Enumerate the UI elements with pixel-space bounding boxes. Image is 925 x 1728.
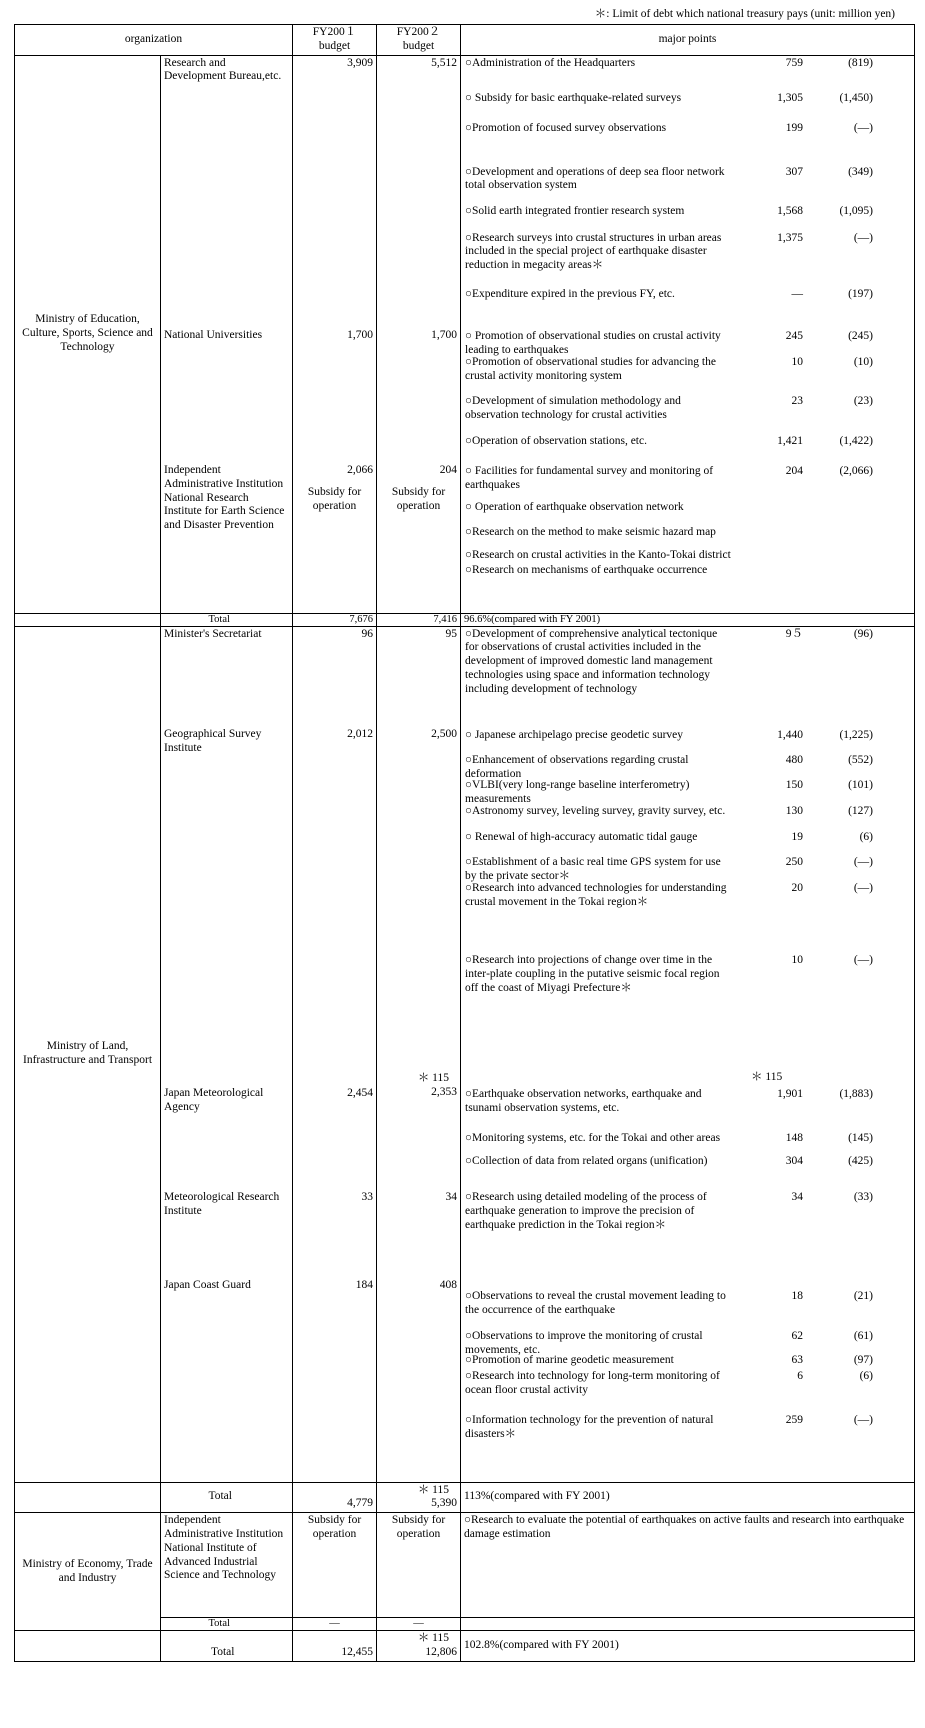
- gsi-point-8-fy2001: (—): [853, 954, 874, 967]
- jcg-points: [461, 1278, 915, 1482]
- univ-point-4-fy2002: 1,421: [777, 435, 804, 448]
- mri-fy2001: 33: [293, 1190, 377, 1278]
- gsi-point-2-fy2002: 480: [785, 754, 804, 767]
- univ-points: [461, 328, 915, 463]
- rd-point-1-text: ○Administration of the Headquarters: [465, 56, 636, 69]
- rd-point-4-fy2001: (349): [848, 165, 874, 178]
- univ-point-1-fy2002: 245: [785, 330, 804, 343]
- gsi-point-3-fy2002: 150: [785, 779, 804, 792]
- mlit-total-fy2001: 4,779: [293, 1482, 377, 1513]
- nied-point-1-text: ○ Facilities for fundamental survey and monitoring of earthquakes: [465, 465, 714, 491]
- univ-fy2001: 1,700: [293, 328, 377, 463]
- aist-point: ○Research to evaluate the potential of earthquakes on active faults and research into earthquake damage estimation: [461, 1513, 915, 1618]
- jcg-point-5-fy2002: 259: [785, 1414, 804, 1427]
- nied-fy2002: 204: [439, 464, 458, 477]
- rd-point-5-text: ○Solid earth integrated frontier research system: [465, 204, 685, 217]
- meti-total-fy2002: —: [377, 1618, 461, 1631]
- header-major-points: major points: [461, 25, 915, 56]
- gsi-point-2-text: ○Enhancement of observations regarding crustal deformation: [465, 754, 689, 780]
- jma-fy2001: 2,454: [293, 1086, 377, 1190]
- grand-total-fy2001: 12,455: [293, 1631, 377, 1662]
- jcg-point-4-fy2001: (6): [859, 1370, 874, 1383]
- rd-point-4-fy2002: 307: [785, 165, 804, 178]
- jcg-point-5-fy2001: (—): [853, 1414, 874, 1427]
- mri-fy2002: 34: [377, 1190, 461, 1278]
- gsi-point-4-text: ○Astronomy survey, leveling survey, gravity survey, etc.: [465, 805, 726, 818]
- jma-point-3-fy2002: 304: [785, 1155, 804, 1168]
- jcg-point-3-fy2002: 63: [791, 1354, 804, 1367]
- jcg-point-1-fy2002: 18: [791, 1290, 804, 1303]
- jcg-point-3-fy2001: (97): [853, 1354, 874, 1367]
- mext-total-fy2001: 7,676: [293, 613, 377, 626]
- mri-points: [461, 1190, 915, 1278]
- mext-total-fy2002: 7,416: [377, 613, 461, 626]
- nied-fy2002-cell: [377, 463, 461, 613]
- grand-total-fy2002-cell: [377, 1631, 461, 1662]
- gsi-point-7-fy2001: (—): [853, 882, 874, 895]
- rd-point-2-text: ○ Subsidy for basic earthquake-related surveys: [465, 91, 682, 104]
- sec-fy2001: 96: [293, 626, 377, 727]
- meti-total-label: Total: [179, 1618, 293, 1631]
- org-mri: Meteorological Research Institute: [161, 1190, 293, 1278]
- org-gsi: Geographical Survey Institute: [161, 727, 293, 1086]
- mlit-total-row: [15, 1482, 915, 1513]
- gsi-point-7-fy2002: 20: [791, 882, 804, 895]
- rd-point-1-fy2001: (819): [848, 56, 874, 69]
- sec-point-1-text: ○Development of comprehensive analytical tectonique for observations of crustal activities included in the development of improved domestic land management technologies using space and information technology including development of technology: [465, 627, 718, 695]
- rd-point-2-fy2002: 1,305: [777, 91, 804, 104]
- meti-total-fy2001: —: [293, 1618, 377, 1631]
- jcg-point-5-text: ○Information technology for the prevention of natural disasters＊: [465, 1414, 714, 1440]
- rd-point-6-fy2001: (—): [853, 231, 874, 244]
- nied-points: [461, 463, 915, 613]
- org-aist: Independent Administrative Institution National Institute of Advanced Industrial Science and Technology: [161, 1513, 293, 1618]
- jma-fy2002-cell: [377, 1072, 461, 1190]
- mlit-total-star: ＊ 115: [417, 1483, 450, 1496]
- nied-point-4-text: ○Research on crustal activities in the Kanto‐Tokai district: [465, 549, 731, 562]
- jcg-point-2-text: ○Observations to improve the monitoring of crustal movements, etc.: [465, 1330, 703, 1356]
- gsi-point-4-fy2001: (127): [848, 805, 874, 818]
- gsi-point-3-fy2001: (101): [848, 779, 874, 792]
- univ-point-3-fy2001: (23): [853, 395, 874, 408]
- rd-point-3-fy2002: 199: [785, 121, 804, 134]
- budget-table: [14, 24, 915, 1662]
- jma-points: [461, 1071, 915, 1190]
- mlit-sec-row: [15, 626, 915, 727]
- org-universities: National Universities: [161, 328, 293, 463]
- nied-point-3-text: ○Research on the method to make seismic hazard map: [465, 526, 716, 539]
- jcg-point-2-fy2002: 62: [791, 1330, 804, 1343]
- nied-point-1-fy2001: (2,066): [839, 465, 874, 478]
- jma-point-3-fy2001: (425): [848, 1155, 874, 1168]
- jma-fy2002-star: ＊ 115: [417, 1072, 450, 1085]
- gsi-point-6-text: ○Establishment of a basic real time GPS system for use by the private sector＊: [465, 856, 721, 882]
- jma-fy2002: 2,353: [431, 1085, 458, 1098]
- gsi-point-5-text: ○ Renewal of high‐accuracy automatic tidal gauge: [465, 831, 698, 844]
- rd-point-1-fy2002: 759: [785, 56, 804, 69]
- ministry-mext: Ministry of Education, Culture, Sports, Science and Technology: [15, 55, 161, 613]
- rd-fy2001: 3,909: [293, 55, 377, 328]
- univ-point-1-text: ○ Promotion of observational studies on crustal activity leading to earthquakes: [465, 330, 721, 356]
- rd-point-7-fy2001: (197): [848, 287, 874, 300]
- meti-row: [15, 1513, 915, 1618]
- jma-point-2-fy2002: 148: [785, 1132, 804, 1145]
- rd-fy2002: 5,512: [377, 55, 461, 328]
- mlit-total-point: 113%(compared with FY 2001): [461, 1482, 915, 1513]
- nied-fy2001-cell: [293, 463, 377, 613]
- header-fy2001: FY200１ budget: [293, 25, 377, 56]
- sec-fy2002: 95: [377, 626, 461, 727]
- gsi-point-6-fy2002: 250: [785, 856, 804, 869]
- org-jcg: Japan Coast Guard: [161, 1278, 293, 1482]
- jma-point-1-text: ○Earthquake observation networks, earthquake and tsunami observation systems, etc.: [465, 1088, 702, 1114]
- grand-total-star: ＊ 115: [417, 1632, 450, 1645]
- rd-point-7-fy2002: —: [791, 287, 804, 300]
- mlit-total-label: Total: [179, 1482, 293, 1513]
- header-row: [15, 25, 915, 56]
- sec-points: [461, 626, 915, 727]
- gsi-point-1-text: ○ Japanese archipelago precise geodetic survey: [465, 729, 684, 742]
- univ-point-3-fy2002: 23: [791, 395, 804, 408]
- rd-point-5-fy2001: (1,095): [839, 204, 874, 217]
- gsi-fy2001: 2,012: [293, 727, 377, 1086]
- gsi-point-5-fy2001: (6): [859, 831, 874, 844]
- jcg-point-1-fy2001: (21): [853, 1290, 874, 1303]
- jcg-point-4-fy2002: 6: [797, 1370, 804, 1383]
- header-fy2002: FY200２ budget: [377, 25, 461, 56]
- aist-fy2001: Subsidy for operation: [293, 1513, 377, 1618]
- rd-point-6-fy2002: 1,375: [777, 231, 804, 244]
- nied-point-2-text: ○ Operation of earthquake observation network: [465, 501, 684, 514]
- nied-fy2001: 2,066: [347, 464, 374, 477]
- univ-point-2-fy2001: (10): [853, 356, 874, 369]
- gsi-point-8-fy2002: 10: [791, 954, 804, 967]
- ministry-mlit: Ministry of Land, Infrastructure and Transport: [15, 626, 161, 1482]
- univ-point-2-fy2002: 10: [791, 356, 804, 369]
- univ-point-1-fy2001: (245): [848, 330, 874, 343]
- gsi-point-5-fy2002: 19: [791, 831, 804, 844]
- grand-total-point: 102.8%(compared with FY 2001): [461, 1631, 915, 1662]
- rd-point-4-text: ○Development and operations of deep sea floor network total observation system: [465, 165, 725, 192]
- mext-total-point: 96.6%(compared with FY 2001): [461, 613, 915, 626]
- org-jma: Japan Meteorological Agency: [161, 1086, 293, 1190]
- org-nied: Independent Administrative Institution National Research Institute for Earth Science and Disaster Prevention: [161, 463, 293, 613]
- rd-points: [461, 55, 915, 328]
- univ-point-4-fy2001: (1,422): [839, 435, 874, 448]
- gsi-point-7-text: ○Research into advanced technologies for understanding crustal movement in the Tokai region＊: [465, 882, 727, 908]
- gsi-point-1-fy2002: 1,440: [777, 729, 804, 742]
- mext-total-label: Total: [179, 613, 293, 626]
- ministry-meti: Ministry of Economy, Trade and Industry: [15, 1513, 161, 1631]
- mext-rd-row: [15, 55, 915, 328]
- jcg-fy2001: 184: [293, 1278, 377, 1482]
- mri-point-1-text: ○Research using detailed modeling of the process of earthquake generation to improve the precision of earthquake prediction in the Tokai region＊: [465, 1191, 707, 1231]
- rd-point-7-text: ○Expenditure expired in the previous FY, etc.: [465, 287, 675, 300]
- nied-fy2001-subsidy: Subsidy for operation: [307, 485, 362, 512]
- gsi-point-3-text: ○VLBI(very long‐range baseline interferometry) measurements: [465, 779, 690, 805]
- gsi-point-1-fy2001: (1,225): [839, 729, 874, 742]
- jcg-point-3-text: ○Promotion of marine geodetic measurement: [465, 1354, 674, 1367]
- jma-point-1-fy2001: (1,883): [839, 1088, 874, 1101]
- org-rd-bureau: Research and Development Bureau,etc.: [161, 55, 293, 328]
- jma-point-1-fy2002: 1,901: [777, 1088, 804, 1101]
- jcg-point-4-text: ○Research into technology for long‐term monitoring of ocean floor crustal activity: [465, 1370, 720, 1396]
- org-ministers-secretariat: Minister's Secretariat: [161, 626, 293, 727]
- jma-point-2-text: ○Monitoring systems, etc. for the Tokai and other areas: [465, 1132, 721, 1145]
- rd-point-6-text: ○Research surveys into crustal structures in urban areas included in the special project of earthquake disaster reduction in megacity areas＊: [465, 231, 722, 272]
- sec-point-1-fy2001: (96): [853, 627, 874, 640]
- nied-fy2002-subsidy: Subsidy for operation: [391, 485, 446, 512]
- jcg-point-1-text: ○Observations to reveal the crustal movement leading to the occurrence of the earthquake: [465, 1290, 726, 1316]
- gsi-point-8-text: ○Research into projections of change over time in the inter‐plate coupling in the putative seismic focal region off the coast of Miyagi Prefecture＊: [465, 954, 720, 994]
- mri-point-1-fy2002: 34: [791, 1191, 804, 1204]
- univ-point-2-text: ○Promotion of observational studies for advancing the crustal activity monitoring system: [465, 356, 716, 382]
- univ-point-4-text: ○Operation of observation stations, etc.: [465, 435, 647, 448]
- nied-point-1-fy2002: 204: [785, 465, 804, 478]
- unit-note: ＊: Limit of debt which national treasury pays (unit: million yen): [594, 8, 895, 20]
- aist-fy2002: Subsidy for operation: [377, 1513, 461, 1618]
- grand-total-fy2002: 12,806: [425, 1645, 458, 1658]
- jma-point-2-fy2001: (145): [848, 1132, 874, 1145]
- sec-point-1-fy2002: 9５: [785, 627, 804, 640]
- jma-point-3-text: ○Collection of data from related organs (unification): [465, 1155, 708, 1168]
- mlit-total-fy2002: 5,390: [431, 1497, 458, 1510]
- jma-star-note: ＊ 115: [751, 1071, 783, 1084]
- rd-point-3-fy2001: (—): [853, 121, 874, 134]
- rd-point-3-text: ○Promotion of focused survey observations: [465, 121, 667, 134]
- nied-point-5-text: ○Research on mechanisms of earthquake occurrence: [465, 564, 708, 577]
- gsi-point-4-fy2002: 130: [785, 805, 804, 818]
- mri-point-1-fy2001: (33): [853, 1191, 874, 1204]
- grand-total-label: Total: [161, 1631, 293, 1662]
- rd-point-5-fy2002: 1,568: [777, 204, 804, 217]
- gsi-point-6-fy2001: (—): [853, 856, 874, 869]
- univ-point-3-text: ○Development of simulation methodology and observation technology for crustal activities: [465, 395, 681, 421]
- gsi-points: [461, 727, 915, 1086]
- univ-fy2002: 1,700: [377, 328, 461, 463]
- mext-total-row: [15, 613, 915, 626]
- rd-point-2-fy2001: (1,450): [839, 91, 874, 104]
- jcg-fy2002: 408: [377, 1278, 461, 1482]
- mlit-total-fy2002-cell: [377, 1482, 461, 1513]
- gsi-point-2-fy2001: (552): [848, 754, 874, 767]
- grand-total-row: [15, 1631, 915, 1662]
- gsi-fy2002: 2,500: [377, 727, 461, 1086]
- jcg-point-2-fy2001: (61): [853, 1330, 874, 1343]
- header-organization: organization: [15, 25, 293, 56]
